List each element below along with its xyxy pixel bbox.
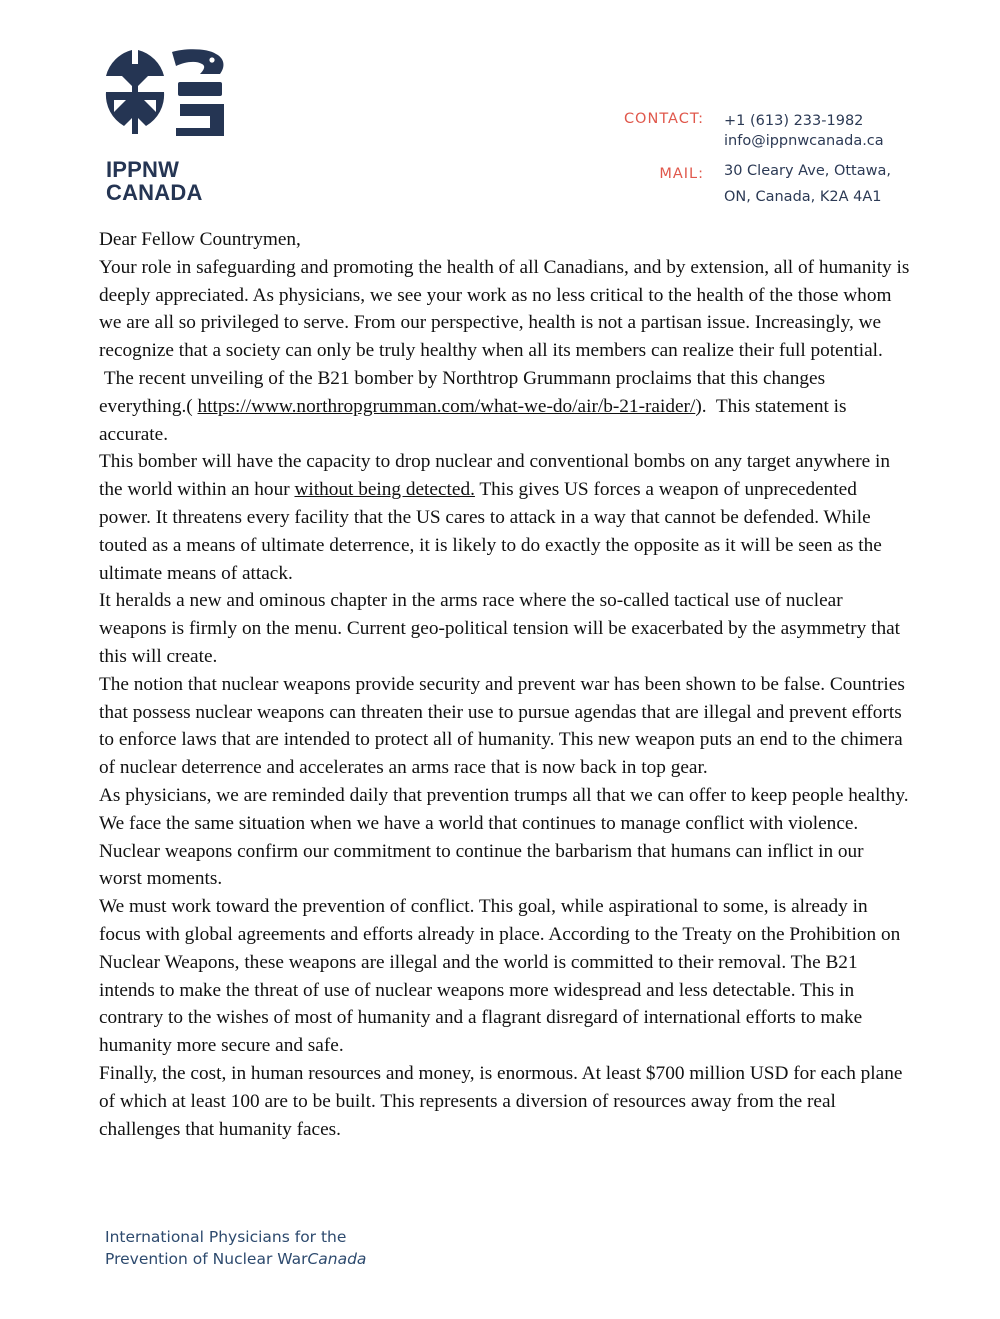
northrop-link[interactable]: https://www.northropgrumman.com/what-we-do/air/b-21-raider/ (197, 395, 696, 417)
address-line-2: ON, Canada, K2A 4A1 (724, 189, 882, 205)
salutation: Dear Fellow Countrymen, (99, 229, 301, 250)
footer-line-2 (105, 1248, 366, 1270)
paragraph-2 (99, 365, 911, 448)
footer-canada: Canada (307, 1250, 367, 1268)
phone-number[interactable]: +1 (613) 233-1982 (724, 113, 864, 129)
ippnw-logo-icon (104, 48, 228, 140)
footer-organization (105, 1226, 366, 1270)
paragraph-3-end: This gives US forces a weapon of unprecedented power. It threatens every facility that the US cares to attack in a way that cannot be defended. While touted as a means of ultimate deterrence, it is likely to do exactly the opposite as it will be seen as the ultimate means of attack. (99, 479, 882, 584)
paragraph-3 (99, 448, 911, 587)
logo-wordmark (106, 158, 203, 204)
footer-line-1: International Physicians for the (105, 1228, 347, 1246)
email-address[interactable]: info@ippnwcanada.ca (724, 133, 884, 149)
paragraph-5: The notion that nuclear weapons provide security and prevent war has been shown to be false. Countries that possess nuclear weapons can threaten their use to pursue agendas that are illegal and prevent efforts to enforce laws that are intended to protect all of humanity. This new weapon puts an end to the chimera of nuclear deterrence and accelerates an arms race that is now back in top gear. (99, 673, 905, 779)
contact-label: CONTACT: (623, 111, 704, 127)
paragraph-7: We must work toward the prevention of conflict. This goal, while aspirational to some, is already in focus with global agreements and efforts already in place. According to the Treaty on the Prohibition on Nuclear Weapons, these weapons are illegal and the world is committed to their removal. The B21 intends to make the threat of use of nuclear weapons more widespread and less detectable. This in contrary to the wishes of most of humanity and a flagrant disregard of international efforts to make humanity more secure and safe. (99, 896, 901, 1057)
paragraph-3-text: This bomber will have the capacity to drop nuclear and conventional bombs on any target anywhere in the world within an hour (99, 451, 891, 501)
paragraph-2-text: The recent unveiling of the B21 bomber by Northtrop Grummann proclaims that this changes everything.( (99, 367, 830, 417)
logo-line-1: IPPNW (106, 157, 180, 182)
paragraph-2-end: ). This statement is accurate. (99, 395, 852, 445)
paragraph-6: As physicians, we are reminded daily that prevention trumps all that we can offer to keep people healthy. We face the same situation when we have a world that continues to manage conflict with violence. Nuclear weapons confirm our commitment to continue the barbarism that humans can inflict in our worst moments. (99, 784, 909, 890)
paragraph-8: Finally, the cost, in human resources and money, is enormous. At least $700 million USD for each plane of which at least 100 are to be built. This represents a diversion of resources away from the real challenges that humanity faces. (99, 1062, 903, 1140)
underlined-phrase: without being detected. (294, 479, 475, 501)
logo-line-2: CANADA (106, 180, 203, 205)
letter-body (99, 226, 911, 1143)
paragraph-4: It heralds a new and ominous chapter in the arms race where the so-called tactical use of nuclear weapons is firmly on the menu. Current geo-political tension will be exacerbated by the asymmetry that this will create. (99, 590, 901, 667)
footer-line-2-text: Prevention of Nuclear War (105, 1250, 308, 1268)
address-line-1: 30 Cleary Ave, Ottawa, (724, 163, 891, 179)
mail-label: MAIL: (659, 166, 704, 182)
paragraph-1: Your role in safeguarding and promoting the health of all Canadians, and by extension, all of humanity is deeply appreciated. As physicians, we see your work as no less critical to the health of the those whom we are all so privileged to serve. From our perspective, health is not a partisan issue. Increasingly, we recognize that a society can only be truly healthy when all its members can realize their full potential. (99, 256, 910, 362)
